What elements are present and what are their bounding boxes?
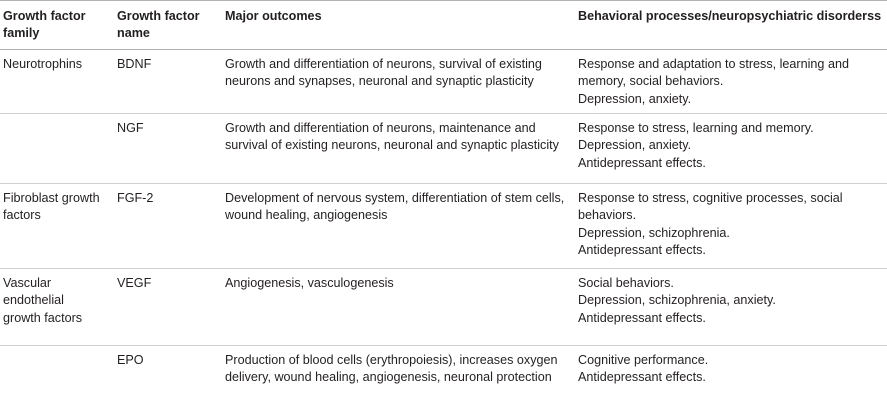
header-growth-factor-family: Growth factor family bbox=[0, 1, 108, 50]
behavioral-line: Response to stress, learning and memory. bbox=[578, 121, 814, 136]
behavioral-line: Social behaviors. bbox=[578, 276, 674, 291]
behavioral-line: Antidepressant effects. bbox=[578, 370, 706, 385]
cell-family bbox=[0, 114, 108, 184]
cell-behavioral bbox=[575, 346, 887, 417]
cell-name: FGF-2 bbox=[108, 184, 220, 269]
behavioral-line: Antidepressant effects. bbox=[578, 310, 706, 325]
behavioral-line: Antidepressant effects. bbox=[578, 155, 706, 170]
header-behavioral-processes: Behavioral processes/neuropsychiatric disorderss bbox=[575, 1, 887, 50]
table-row-vegf bbox=[0, 269, 887, 346]
cell-name: BDNF bbox=[108, 49, 220, 113]
cell-name: VEGF bbox=[108, 269, 220, 346]
cell-behavioral bbox=[575, 49, 887, 113]
cell-outcomes: Production of blood cells (erythropoiesis), increases oxygen delivery, wound healing, angiogenesis, neuronal protection bbox=[225, 353, 558, 385]
cell-family: Fibroblast growth factors bbox=[0, 184, 108, 269]
cell-family bbox=[0, 346, 108, 417]
cell-behavioral bbox=[575, 184, 887, 269]
cell-outcomes: Angiogenesis, vasculogenesis bbox=[220, 269, 575, 346]
cell-family: Vascular endothelial growth factors bbox=[0, 269, 108, 346]
header-growth-factor-name: Growth factor name bbox=[108, 1, 220, 50]
table-row-ngf bbox=[0, 114, 887, 184]
behavioral-line: Response and adaptation to stress, learning and memory, social behaviors. bbox=[578, 56, 849, 89]
cell-behavioral bbox=[575, 114, 887, 184]
behavioral-line: Response to stress, cognitive processes, social behaviors. bbox=[578, 191, 843, 223]
header-row bbox=[0, 1, 887, 50]
behavioral-line: Cognitive performance. bbox=[578, 353, 709, 368]
cell-behavioral bbox=[575, 269, 887, 346]
behavioral-line: Depression, anxiety. bbox=[578, 138, 692, 153]
cell-outcomes: Growth and differentiation of neurons, maintenance and survival of existing neurons, neuronal and synaptic plasticity bbox=[220, 114, 575, 184]
behavioral-line: Depression, anxiety. bbox=[578, 91, 692, 106]
cell-name: NGF bbox=[108, 114, 220, 184]
table-row-epo bbox=[0, 346, 887, 417]
table-header bbox=[0, 1, 887, 50]
table-row-bdnf bbox=[0, 49, 887, 113]
behavioral-line: Depression, schizophrenia. bbox=[578, 225, 730, 240]
cell-outcomes: Growth and differentiation of neurons, survival of existing neurons and synapses, neuronal and synaptic plasticity bbox=[220, 49, 575, 113]
behavioral-line: Antidepressant effects. bbox=[578, 243, 706, 258]
cell-family: Neurotrophins bbox=[0, 49, 108, 113]
cell-outcomes: Development of nervous system, differentiation of stem cells, wound healing, angiogenesis bbox=[220, 184, 575, 269]
cell-name: EPO bbox=[117, 353, 144, 368]
behavioral-line: Depression, schizophrenia, anxiety. bbox=[578, 293, 776, 308]
table-row-fgf-2 bbox=[0, 184, 887, 269]
table-body bbox=[0, 49, 887, 417]
header-major-outcomes: Major outcomes bbox=[220, 1, 575, 50]
